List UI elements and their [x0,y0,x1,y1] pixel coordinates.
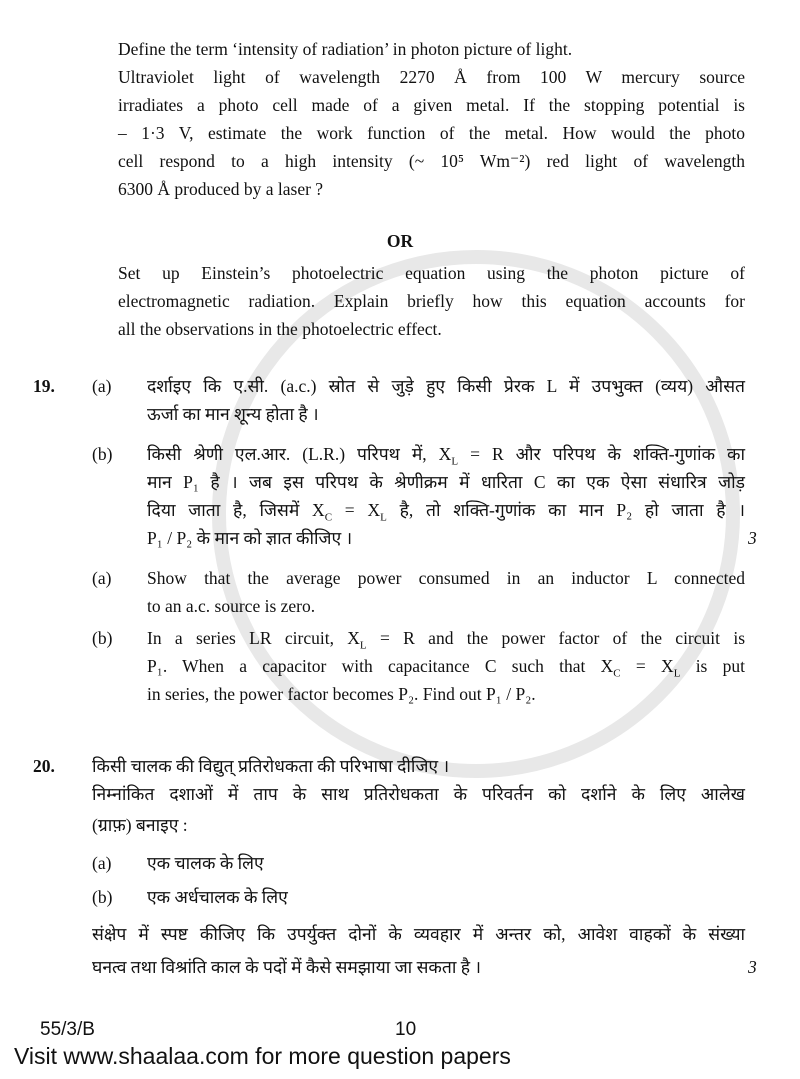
q20-part-a-row [92,849,745,877]
question-number: 20. [33,756,55,776]
paper-code: 55/3/B [40,1019,95,1040]
q18-or-line: electromagnetic radiation. Explain briefly how this equation accounts for [118,291,745,311]
q19-hindi-b-line: मान P₁ है । जब इस परिपथ के श्रेणीक्रम में धारिता C का एक ऐसा संधारित्र जोड़ [147,472,745,492]
q19-eng-a-line: to an a.c. source is zero. [147,596,316,616]
q20-end [92,920,757,981]
q19-eng-b-line: P₁. When a capacitor with capacitance C such that $X_C = X_L$ is put [147,656,745,680]
q20-part-a: एक चालक के लिए [147,853,264,873]
q19-hindi-a-line: ऊर्जा का मान शून्य होता है । [147,404,319,424]
q20-line: निम्नांकित दशाओं में ताप के साथ प्रतिरोधकता के परिवर्तन को दर्शाने के लिए आलेख [92,784,745,804]
question-number: 19. [33,376,55,396]
q20-end-line: घनत्व तथा विश्रांति काल के पदों में कैसे समझाया जा सकता है । [92,957,482,977]
q20-line: (ग्राफ़) बनाइए : [92,815,188,835]
q19-hindi-b-line: किसी श्रेणी एल.आर. (L.R.) परिपथ में, $X_L = R$ और परिपथ के शक्ति-गुणांक का [147,444,746,468]
question-19 [33,372,757,708]
q19-eng-a [92,564,745,620]
q19-hindi-a [92,372,745,428]
q18-line: 6300 Å produced by a laser ? [118,179,324,199]
q19-eng-b [92,624,745,708]
part-label: (a) [92,376,112,396]
q20-part-b-row [92,883,745,911]
q18-or-block [118,259,745,343]
q18-or-line: Set up Einstein’s photoelectric equation using the photon picture of [118,263,745,283]
q19-eng-a-line: Show that the average power consumed in an inductor L connected [147,568,745,588]
part-label: (b) [92,628,113,648]
q18-line: irradiates a photo cell made of a given metal. If the stopping potential is [118,95,745,115]
visit-link[interactable]: Visit www.shaalaa.com for more question papers [14,1043,511,1069]
or-heading: OR [386,231,414,251]
question-20 [33,752,757,981]
q18-line: – 1·3 V, estimate the work function of the metal. How would the photo [118,123,745,143]
footer [0,1019,800,1079]
q20-line: किसी चालक की विद्युत् प्रतिरोधकता की परिभाषा दीजिए । [92,756,450,776]
part-label: (a) [92,853,112,873]
q19-hindi-a-line: दर्शाइए कि ए.सी. (a.c.) स्रोत से जुड़े हुए किसी प्रेरक L में उपभुक्त (व्यय) औसत [147,376,745,396]
q18-block [118,35,745,203]
q18-line: Define the term ‘intensity of radiation’ in photon picture of light. [118,39,573,59]
q19-eng-b-line: In a series LR circuit, $X_L = R$ and the power factor of the circuit is [147,628,745,652]
q18-line: Ultraviolet light of wavelength 2270 Å from 100 W mercury source [118,67,745,87]
q20-end-line: संक्षेप में स्पष्ट कीजिए कि उपर्युक्त दोनों के व्यवहार में अन्तर को, आवेश वाहकों के संख्या [92,924,745,944]
part-label: (b) [92,887,113,907]
part-label: (a) [92,568,112,588]
q19-hindi-b-line: दिया जाता है, जिसमें $X_C = X_L$ है, तो शक्ति-गुणांक का मान P₂ हो जाता है । [147,500,745,524]
q19-hindi-b-line: P₁ / P₂ के मान को ज्ञात कीजिए । [147,528,353,548]
q20-part-b: एक अर्धचालक के लिए [147,887,288,907]
q18-line: cell respond to a high intensity (~ 10⁵ Wm⁻²) red light of wavelength [118,151,745,171]
q19-hindi-b [92,440,757,552]
q18-or-line: all the observations in the photoelectric effect. [118,319,442,339]
page-number: 10 [395,1019,417,1040]
marks: 3 [748,957,757,977]
part-label: (b) [92,444,113,464]
marks: 3 [748,528,757,548]
q19-eng-b-line: in series, the power factor becomes P₂. Find out P₁ / P₂. [147,684,536,704]
